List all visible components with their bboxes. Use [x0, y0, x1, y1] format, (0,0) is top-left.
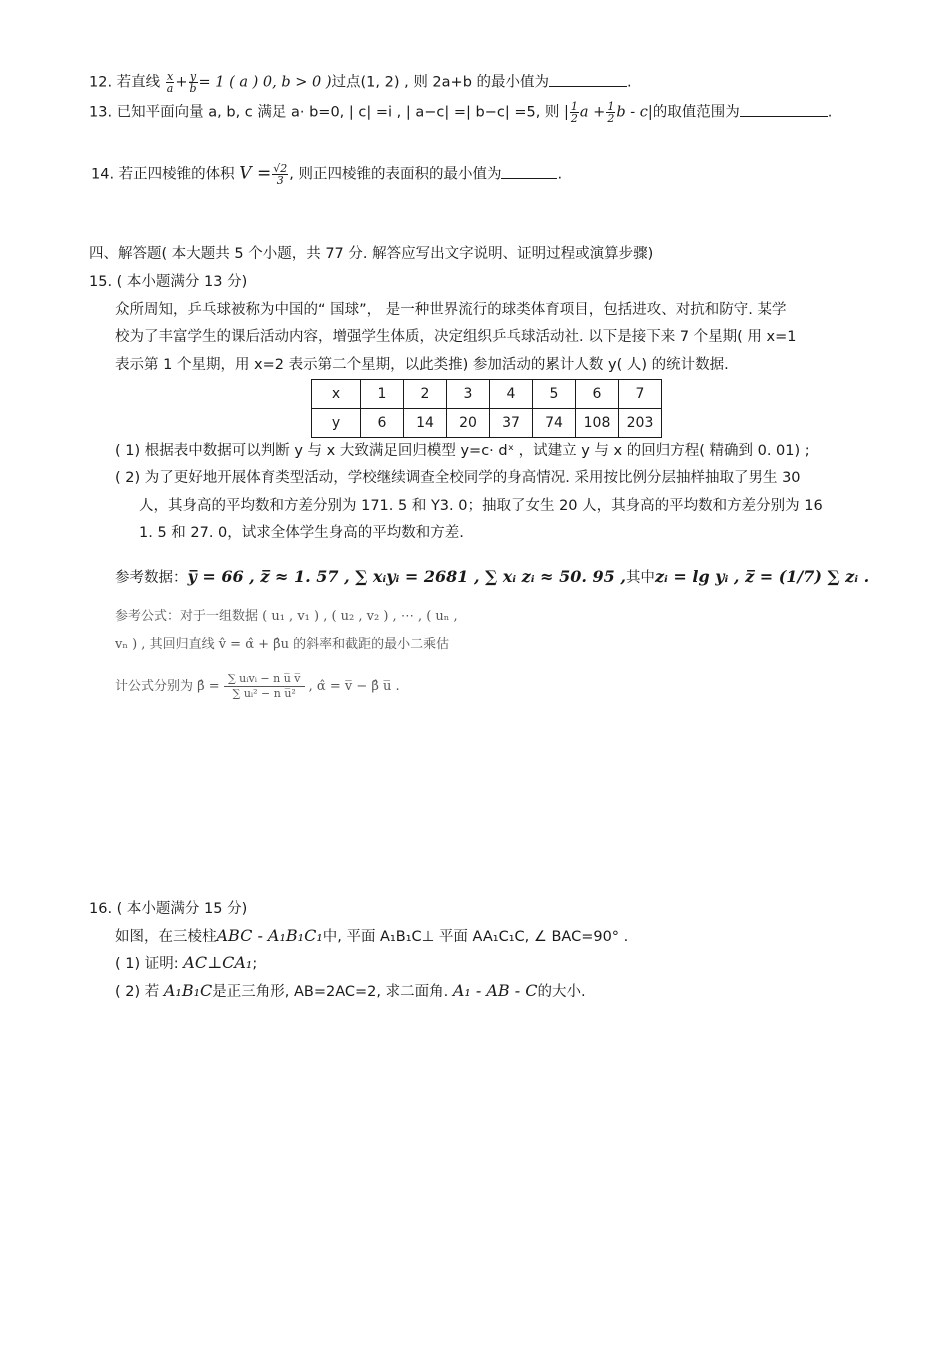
reference-data	[115, 567, 869, 588]
table-cell: 6	[361, 409, 404, 438]
fraction-sqrt2-over-3: $\frac{√2}{3}$	[273, 162, 288, 187]
sub-question-2: ( 2) 若 A₁B₁C是正三角形, AB=2AC=2, 求二面角. A₁ - AB - C的大小.	[115, 981, 586, 1000]
reference-values-2: zᵢ = lg yᵢ , z̅ = (1/7) ∑ zᵢ .	[654, 567, 870, 586]
formula: A₁ - AB - C	[452, 981, 538, 1000]
section-heading: 四、解答题( 本大题共 5 个小题，共 77 分. 解答应写出文字说明、证明过程或演算步骤)	[89, 246, 654, 262]
sub-question-1: ( 1) 证明: AC⊥CA₁;	[115, 953, 258, 972]
paragraph-line: 表示第 1 个星期，用 x=2 表示第二个星期，以此类推) 参加活动的累计人数 y( 人) 的统计数据.	[115, 357, 729, 373]
table-cell: 74	[533, 409, 576, 438]
sub-question-2-cont: 1. 5 和 27. 0，试求全体学生身高的平均数和方差.	[139, 525, 464, 541]
question-text: 已知平面向量 a, b, c 满足 a· b=0, | c| =i , | a−c| =| b−c| =5, 则	[116, 104, 560, 121]
data-table	[311, 379, 662, 438]
fraction-x-over-a: $\frac{x}{a}$	[166, 70, 174, 95]
fraction-one-half: $\frac{1}{2}$	[570, 100, 578, 125]
formula: ABC - A₁B₁C₁	[216, 926, 323, 945]
paragraph-line: 众所周知，乒乓球被称为中国的“ 国球”， 是一种世界流行的球类体育项目，包括进攻、对抗和防守. 某学	[115, 302, 787, 318]
table-cell: 5	[533, 380, 576, 409]
fraction-y-over-b: $\frac{y}{b}$	[189, 70, 197, 95]
question-number: 13.	[89, 104, 113, 121]
reference-formula-line: 参考公式：对于一组数据 ( u₁ , v₁ ) , ( u₂ , v₂ ) , ⋯ , ( uₙ ,	[115, 609, 458, 624]
paragraph-line: 校为了丰富学生的课后活动内容，增强学生体质，决定组织乒乓球活动社. 以下是接下来 7 个星期( 用 x=1	[115, 329, 797, 345]
question-16-heading: 16. ( 本小题满分 15 分)	[89, 901, 248, 917]
reference-formula-line: 计公式分别为 β̂ = ∑ uᵢvᵢ − n u̅ v̅ ∑ uᵢ² − n u̅² , α̂ = v̅ − β̂ u̅ .	[115, 672, 400, 700]
question-text: 的取值范围为	[652, 104, 740, 121]
table-cell: 4	[490, 380, 533, 409]
answer-blank[interactable]	[501, 164, 557, 179]
question-13: 13. 已知平面向量 a, b, c 满足 a· b=0, | c| =i , | a−c| =| b−c| =5, 则 | $\frac{1}{2}$ a + $\frac{1}{2}$ b - c|的取值范围为 .	[89, 100, 833, 125]
question-text: 若直线	[116, 74, 161, 91]
sub-question-1: ( 1) 根据表中数据可以判断 y 与 x 大致满足回归模型 y=c· dˣ ，试建立 y 与 x 的回归方程( 精确到 0. 01) ;	[115, 443, 810, 459]
table-cell: 108	[576, 409, 619, 438]
table-cell: 37	[490, 409, 533, 438]
table-cell: 203	[619, 409, 662, 438]
table-cell: 14	[404, 409, 447, 438]
question-number: 12.	[89, 74, 113, 91]
question-text: , 则正四棱锥的表面积的最小值为	[289, 166, 502, 183]
table-cell: 2	[404, 380, 447, 409]
table-cell: 6	[576, 380, 619, 409]
answer-blank[interactable]	[549, 72, 627, 87]
reference-mid: 其中	[625, 570, 655, 586]
beta-numerator: ∑ uᵢvᵢ − n u̅ v̅	[224, 672, 305, 687]
table-cell: 20	[447, 409, 490, 438]
formula: AC⊥CA₁	[183, 953, 253, 972]
table-cell: 7	[619, 380, 662, 409]
reference-values: y̅ = 66 , z̅ ≈ 1. 57 , ∑ xᵢyᵢ = 2681 , ∑ xᵢ zᵢ ≈ 50. 95 ,	[187, 567, 626, 586]
table-row	[312, 409, 662, 438]
row-header: x	[312, 380, 361, 409]
question-number: 14.	[91, 166, 115, 183]
answer-blank[interactable]	[740, 102, 828, 117]
formula: = 1 ( a ) 0, b > 0 )	[198, 74, 332, 91]
table-cell: 1	[361, 380, 404, 409]
beta-denominator: ∑ uᵢ² − n u̅²	[232, 687, 296, 700]
paragraph-line: 如图，在三棱柱ABC - A₁B₁C₁中, 平面 A₁B₁C⊥ 平面 AA₁C₁C, ∠ BAC=90° .	[115, 926, 629, 945]
formula: A₁B₁C	[163, 981, 213, 1000]
question-text: 过点(1, 2) , 则 2a+b 的最小值为	[331, 74, 550, 91]
reference-formula-line: vₙ ) , 其回归直线 v̂ = α̂ + β̂u 的斜率和截距的最小二乘估	[115, 637, 450, 652]
question-15-heading: 15. ( 本小题满分 13 分)	[89, 274, 248, 290]
question-text: 若正四棱锥的体积	[118, 166, 235, 183]
sub-question-2-cont: 人，其身高的平均数和方差分别为 171. 5 和 Y3. 0；抽取了女生 20 人，其身高的平均数和方差分别为 16	[139, 498, 823, 514]
reference-label: 参考数据：	[115, 570, 188, 586]
sub-question-2: ( 2) 为了更好地开展体育类型活动，学校继续调查全校同学的身高情况. 采用按比例分层抽样抽取了男生 30	[115, 470, 801, 486]
row-header: y	[312, 409, 361, 438]
question-12: 12. 若直线 $\frac{x}{a}$ + $\frac{y}{b}$ = 1 ( a ) 0, b > 0 )过点(1, 2) , 则 2a+b 的最小值为 .	[89, 70, 632, 95]
question-14: 14. 若正四棱锥的体积 V = $\frac{√2}{3}$ , 则正四棱锥的表面积的最小值为 .	[91, 162, 563, 187]
fraction-one-half: $\frac{1}{2}$	[607, 100, 615, 125]
table-cell: 3	[447, 380, 490, 409]
table-row	[312, 380, 662, 409]
